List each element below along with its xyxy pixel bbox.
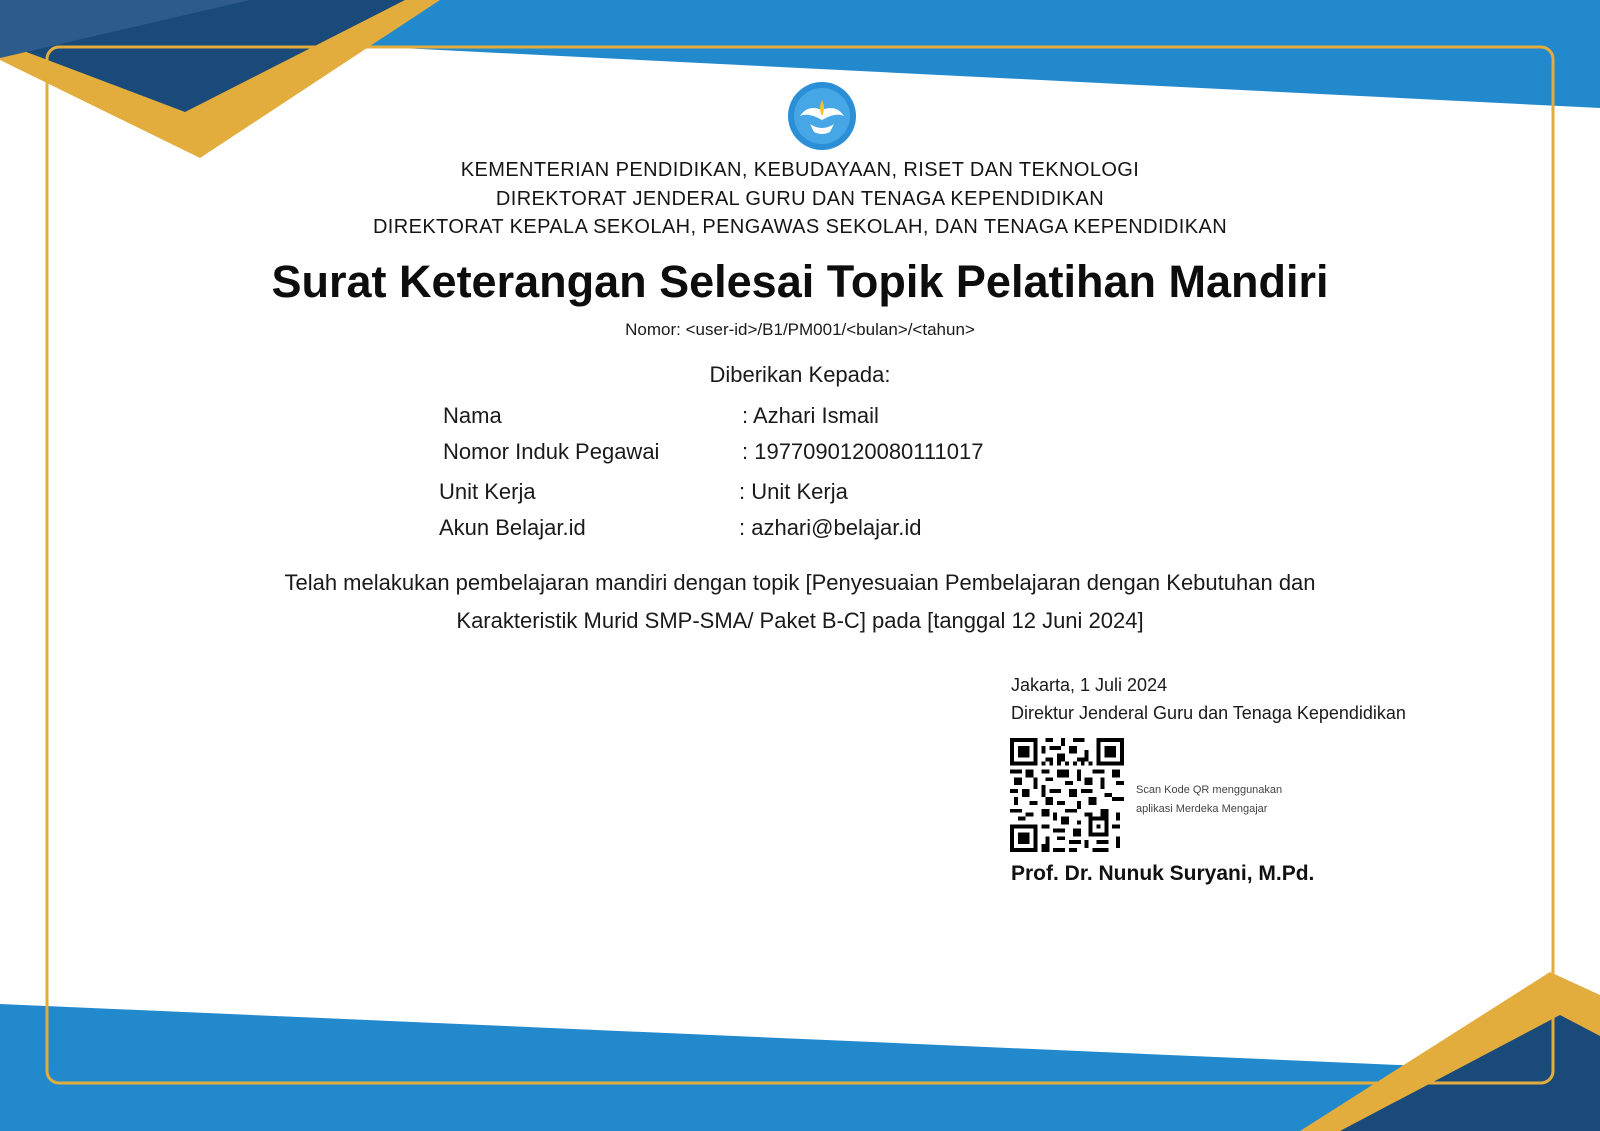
qr-code-icon[interactable] xyxy=(1010,738,1124,852)
institution-line-3: DIREKTORAT KEPALA SEKOLAH, PENGAWAS SEKOLAH, DAN TENAGA KEPENDIDIKAN xyxy=(372,216,1228,238)
field-label-nama: Nama xyxy=(443,403,502,428)
institution-line-1: KEMENTERIAN PENDIDIKAN, KEBUDAYAAN, RISET DAN TEKNOLOGI xyxy=(460,159,1140,181)
signer-name: Prof. Dr. Nunuk Suryani, M.Pd. xyxy=(1011,862,1315,885)
signer-position: Direktur Jenderal Guru dan Tenaga Kependidikan xyxy=(1011,703,1406,723)
qr-note-line-2: aplikasi Merdeka Mengajar xyxy=(1136,803,1268,815)
field-value-unit-kerja: : Unit Kerja xyxy=(739,479,848,504)
place-date: Jakarta, 1 Juli 2024 xyxy=(1011,675,1168,695)
field-value-nama: : Azhari Ismail xyxy=(742,403,879,428)
statement-line-1: Telah melakukan pembelajaran mandiri dengan topik [Penyesuaian Pembelajaran dengan Kebutuhan dan xyxy=(284,570,1316,595)
field-label-nip: Nomor Induk Pegawai xyxy=(443,439,660,464)
qr-note-line-1: Scan Kode QR menggunakan xyxy=(1136,784,1283,796)
given-to-heading: Diberikan Kepada: xyxy=(709,362,891,387)
institution-line-2: DIREKTORAT JENDERAL GURU DAN TENAGA KEPENDIDIKAN xyxy=(495,188,1105,210)
tut-wuri-handayani-logo-icon xyxy=(786,80,858,152)
certificate-title: Surat Keterangan Selesai Topik Pelatihan Mandiri xyxy=(271,256,1329,307)
statement-line-2: Karakteristik Murid SMP-SMA/ Paket B-C] pada [tanggal 12 Juni 2024] xyxy=(456,608,1144,633)
field-value-akun: : azhari@belajar.id xyxy=(739,515,922,540)
field-value-nip: : 1977090120080111017 xyxy=(742,439,984,464)
field-label-unit-kerja: Unit Kerja xyxy=(439,479,536,504)
field-label-akun: Akun Belajar.id xyxy=(439,515,586,540)
document-number: Nomor: <user-id>/B1/PM001/<bulan>/<tahun> xyxy=(625,320,975,339)
